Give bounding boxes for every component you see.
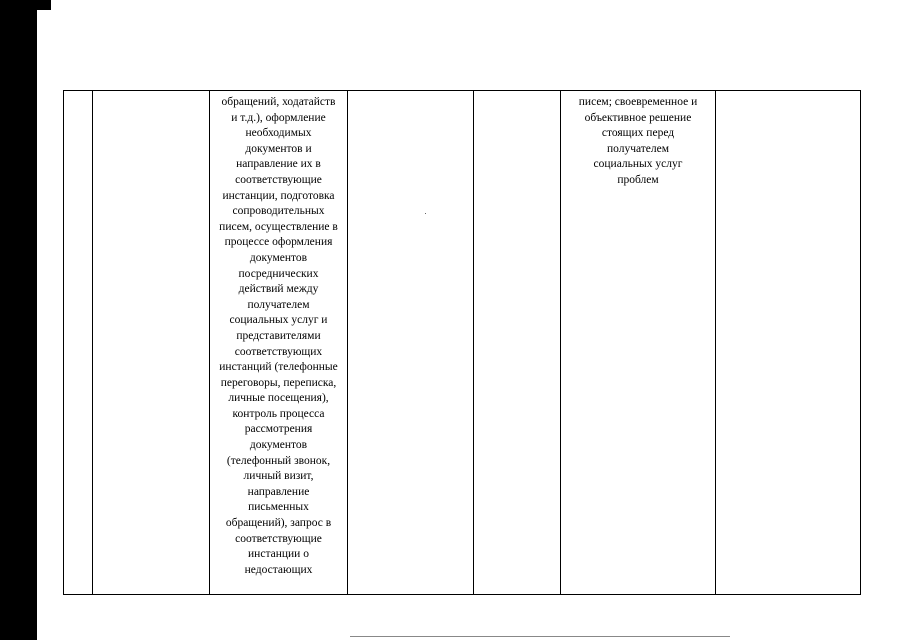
table-cell-quality-indicators — [561, 91, 716, 595]
scan-top-edge — [37, 0, 51, 10]
table-cell-service-name — [93, 91, 210, 595]
table-cell-number — [64, 91, 93, 595]
cell-text: писем; своевременное и объективное решение стоящих перед получателем социальных услуг проблем — [578, 96, 698, 186]
table-cell-column-4 — [348, 91, 474, 595]
services-table — [63, 90, 861, 595]
table-cell-column-7 — [716, 91, 861, 595]
scan-bottom-mark — [350, 636, 730, 637]
table-cell-service-description — [210, 91, 348, 595]
table-cell-column-5 — [474, 91, 561, 595]
cell-text: обращений, ходатайств и т.д.), оформление необходимых документов и направление их в соответствующие инстанции, подготовка сопроводительных писем, осуществление в процессе оформления документов посреднических действий между получателем социальных услуг и представителями соответствующих инстанций (телефонные переговоры, переписка, личные посещения), контроль процесса рассмотрения документов (телефонный звонок, личный визит, направление письменных обращений), запрос в соответствующие инстанции о недостающих — [219, 96, 338, 576]
scan-speck — [425, 213, 426, 214]
scan-left-edge — [0, 0, 37, 640]
table-row — [64, 91, 861, 595]
